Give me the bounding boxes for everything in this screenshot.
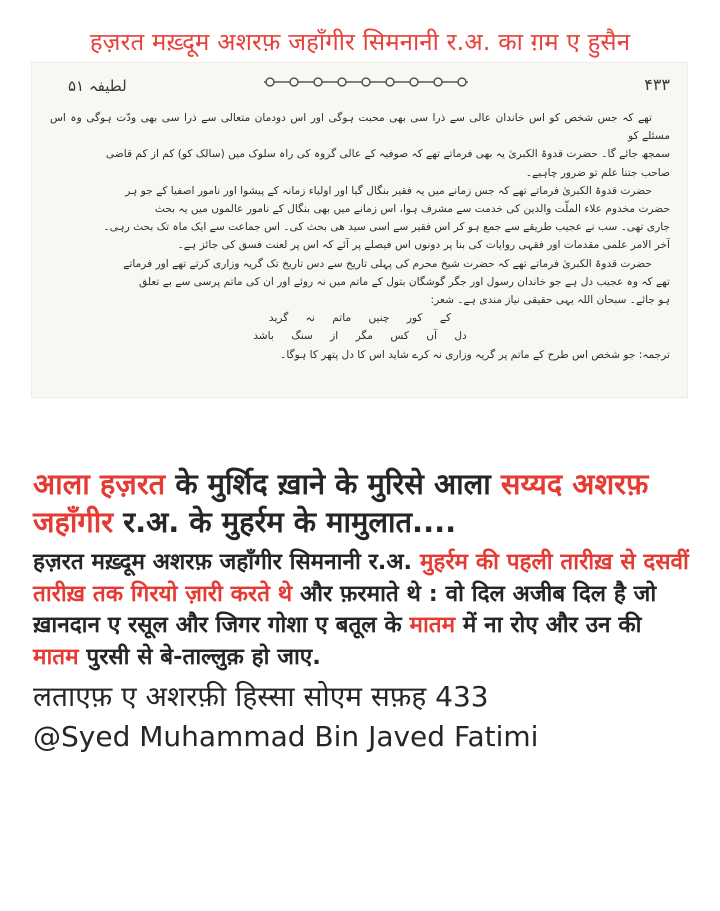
- urdu-body-text: [50, 109, 670, 395]
- urdu-line: سمجھ جائے گا۔ حضرت قدوۃ الکبریٰ یہ بھی فرماتے تھے کہ صوفیہ کے عالی گروہ کی راہ سلوک میں (سالک کو) کم از کم قاضی: [105, 148, 670, 161]
- paragraph-text: पुरसी से बे-ताल्लुक़ हो जाए.: [78, 643, 321, 670]
- urdu-line: حضرت مخدوم علاء الملّت والدین کی خدمت سے مشرف ہوا، اس زمانے میں بھی بنگال کے نامور عالموں میں یہ بحث: [154, 203, 670, 216]
- urdu-verse-line: کے کور چنیں ماتم نہ گرید: [268, 312, 452, 325]
- book-section-label: لطیفہ ۵۱: [68, 77, 127, 95]
- post-title: हज़रत मख़्दूम अशरफ़ जहाँगीर सिमनानी र.अ. का ग़म ए हुसैन: [89, 28, 631, 56]
- urdu-line: حضرت قدوۃ الکبریٰ فرماتے تھے کہ جس زمانے میں یہ فقیر بنگال گیا اور اولیاء زمانہ کے پیشوا اور نامور اصفیا کے جو ہر: [125, 184, 652, 197]
- urdu-line: تھے کہ وہ عجیب دل ہے جو خاندان رسول اور جگر گوشگان بتول کے ماتم میں نہ روئے اور ان کی ماتم پرسی سے بے تعلق: [138, 275, 670, 288]
- scanned-book-page: [31, 62, 688, 398]
- urdu-line: حضرت قدوۃ الکبریٰ فرماتے تھے کہ حضرت شیخ محرم کی پہلی تاریخ سے دس تاریخ تک گریہ وزاری کرتے تھے اور فرماتے: [123, 257, 652, 270]
- ornament-divider-icon: [260, 73, 472, 91]
- urdu-verse-line: دل آں کس مگر از سنگ باشد: [253, 330, 467, 343]
- paragraph-highlight: मातम: [33, 643, 79, 670]
- urdu-line: صاحب جتنا علم تو ضرور چاہیے۔: [525, 166, 670, 179]
- urdu-line: تھے کہ جس شخص کو اس خاندان عالی سے ذرا سی بھی محبت ہوگی اور اس دودمان متعالی سے ذرا سی بھی ودّت ہوگی وہ اس مسئلے کو: [50, 112, 670, 143]
- heading-text: के मुर्शिद ख़ाने के मुरिसे आला: [165, 467, 501, 501]
- paragraph-text: और फ़रमाते थे : वो दिल अजीब दिल है जो ख़ानदान ए रसूल और जिगर गोशा ए बतूल के: [33, 580, 657, 638]
- post-paragraph: [33, 547, 693, 673]
- paragraph-text: हज़रत मख़्दूम अशरफ़ जहाँगीर सिमनानी र.अ.: [33, 549, 420, 575]
- urdu-line: آخر الامر علمی مقدمات اور فقہی روایات کی بنا پر دونوں اس فیصلے پر آئے کہ اس پر لعنت فسق کی جائز ہے۔: [177, 239, 670, 252]
- author-handle: @Syed Muhammad Bin Javed Fatimi: [33, 720, 539, 753]
- heading-highlight: सय्यद अशरफ़ जहाँगीर: [33, 467, 649, 539]
- paragraph-text: में ना रोए और उन की: [455, 612, 642, 638]
- heading-text: र.अ. के मुहर्रम के मामुलात....: [113, 505, 457, 539]
- heading-highlight: आला हज़रत: [33, 467, 166, 501]
- post-heading: [33, 465, 693, 541]
- scan-header: [32, 63, 688, 109]
- book-reference: लताएफ़ ए अशरफ़ी हिस्सा सोएम सफ़ह 433: [33, 680, 489, 713]
- urdu-line: ہو جائے۔ سبحان اللہ یہی حقیقی نیاز مندی ہے۔ شعر:: [430, 294, 670, 307]
- paragraph-highlight: मुहर्रम की पहली तारीख़ से दसवीं तारीख़ तक गिरयो ज़ारी करते थे: [33, 549, 689, 607]
- paragraph-highlight: मातम: [409, 612, 456, 638]
- urdu-line: جاری تھی۔ سب نے عجیب طریقے سے جمع ہو کر اس فقیر سے اسی سید ھی بحث کی۔ اس جماعت سے ایک ماہ تک بحث رہی۔: [103, 221, 670, 234]
- post-body: [33, 465, 693, 755]
- urdu-translation: ترجمہ: جو شخص اس طرح کے ماتم پر گریہ وزاری نہ کرے شاید اس کا دل پتھر کا ہوگا۔: [280, 348, 670, 361]
- book-page-number: ۴۳۳: [644, 75, 670, 94]
